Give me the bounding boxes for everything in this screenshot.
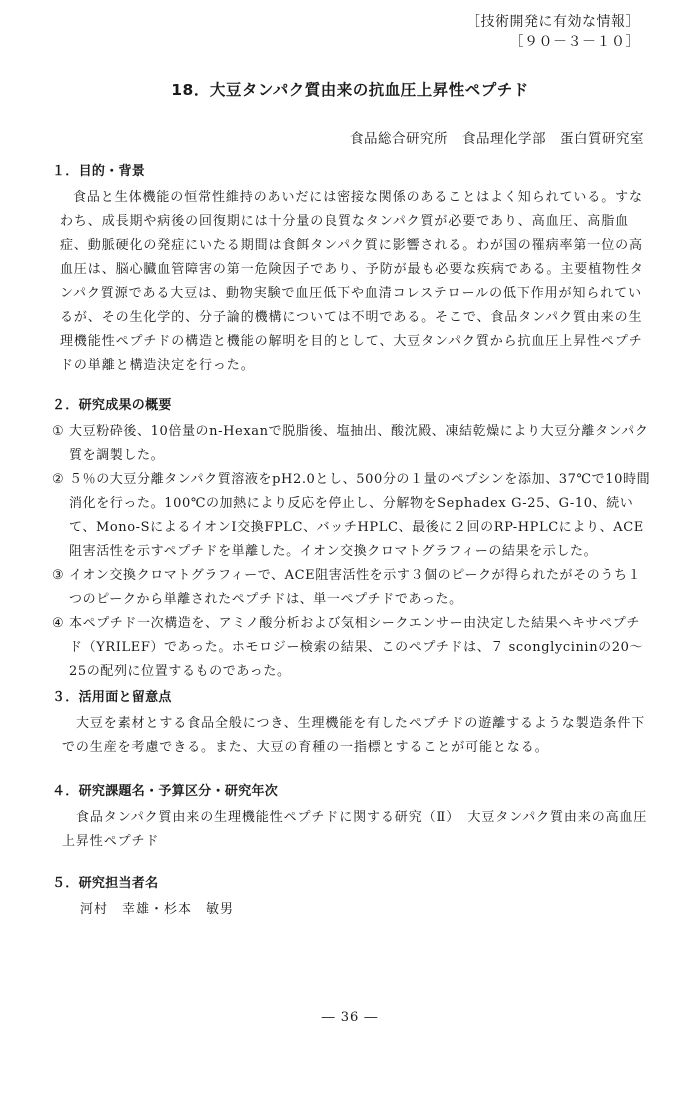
section-body: 食品と生体機能の恒常性維持のあいだには密接な関係のあることはよく知られている。すなわち、成長期や病後の回復期には十分量の良質なタンパク質が必要であり、高血圧、高脂血症、動脈硬化の発症にいたる期間は食餌タンパク質に影響される。わが国の罹病率第一位の高血圧は、脳心臓血管障害の第一危険因子であり、予防が最も必要な疾病である。主要植物性タンパク質源である大豆は、動物実験で血圧低下や血清コレステロールの低下作用が知られているが、その生化学的、分子論的機構については不明である。そこで、食品タンパク質由来の生理機能性ペプチドの構造と機能の解明を目的として、大豆タンパク質から抗血圧上昇性ペプチドの単離と構造決定を行った。 xyxy=(60,190,644,373)
section-heading: ５．研究担当者名 xyxy=(52,876,159,891)
section-application xyxy=(52,688,652,760)
researcher-names: 河村 幸雄・杉本 敏男 xyxy=(80,902,235,917)
section-heading: ２．研究成果の概要 xyxy=(52,398,172,413)
section-body: 食品タンパク質由来の生理機能性ペプチドに関する研究（Ⅱ） 大豆タンパク質由来の高血圧上昇性ペプチド xyxy=(62,810,648,849)
list-item xyxy=(52,564,652,612)
item-marker: ① xyxy=(52,424,65,439)
item-marker: ② xyxy=(52,472,65,487)
item-text: ５％の大豆分離タンパク質溶液をpH2.0とし、500分の１量のペプシンを添加、37℃で10時間消化を行った。100℃の加熱により反応を停止し、分解物をSephadex G-25、G-10、続いて、Mono-SによるイオンI交換FPLC、バッチHPLC、最後に２回のRP-HPLCにより、ACE阻害活性を示すペプチドを単離した。イオン交換クロマトグラフィーの結果を示した。 xyxy=(69,472,651,559)
item-text: 本ペプチド一次構造を、アミノ酸分析および気相シークエンサー由決定した結果ヘキサペプチド（YRILEF）であった。ホモロジー検索の結果、このペプチドは、７ sconglycininの20～25の配列に位置するものであった。 xyxy=(69,616,644,679)
item-text: イオン交換クロマトグラフィーで、ACE阻害活性を示す３個のピークが得られたがそのうち１つのピークから単離されたペプチドは、単一ペプチドであった。 xyxy=(69,568,642,607)
page-number: ― 36 ― xyxy=(321,1010,379,1025)
section-body: 大豆を素材とする食品全般につき、生理機能を有したペプチドの遊離するような製造条件下での生産を考慮できる。また、大豆の育種の一指標とすることが可能となる。 xyxy=(62,716,646,755)
item-text: 大豆粉砕後、10倍量のn-Hexanで脱脂後、塩抽出、酸沈殿、凍結乾燥により大豆分離タンパク質を調製した。 xyxy=(69,424,649,463)
page-title: 18．大豆タンパク質由来の抗血圧上昇性ペプチド xyxy=(171,81,529,99)
section-heading: ３．活用面と留意点 xyxy=(52,690,172,705)
section-heading: １．目的・背景 xyxy=(52,164,146,179)
results-list xyxy=(52,420,652,684)
list-item xyxy=(52,420,652,468)
affiliation: 食品総合研究所 食品理化学部 蛋白質研究室 xyxy=(350,131,644,147)
info-tag xyxy=(466,12,640,52)
item-marker: ③ xyxy=(52,568,65,583)
section-heading: ４．研究課題名・予算区分・研究年次 xyxy=(52,784,279,799)
section-purpose xyxy=(52,162,652,378)
list-item xyxy=(52,468,652,564)
list-item xyxy=(52,612,652,684)
section-results xyxy=(52,396,652,684)
info-tag-number: ［９０－３－１０］ xyxy=(509,34,640,50)
section-researchers xyxy=(52,874,652,922)
section-project-title xyxy=(52,782,652,854)
item-marker: ④ xyxy=(52,616,65,631)
info-tag-category: ［技術開発に有効な情報］ xyxy=(466,14,640,30)
